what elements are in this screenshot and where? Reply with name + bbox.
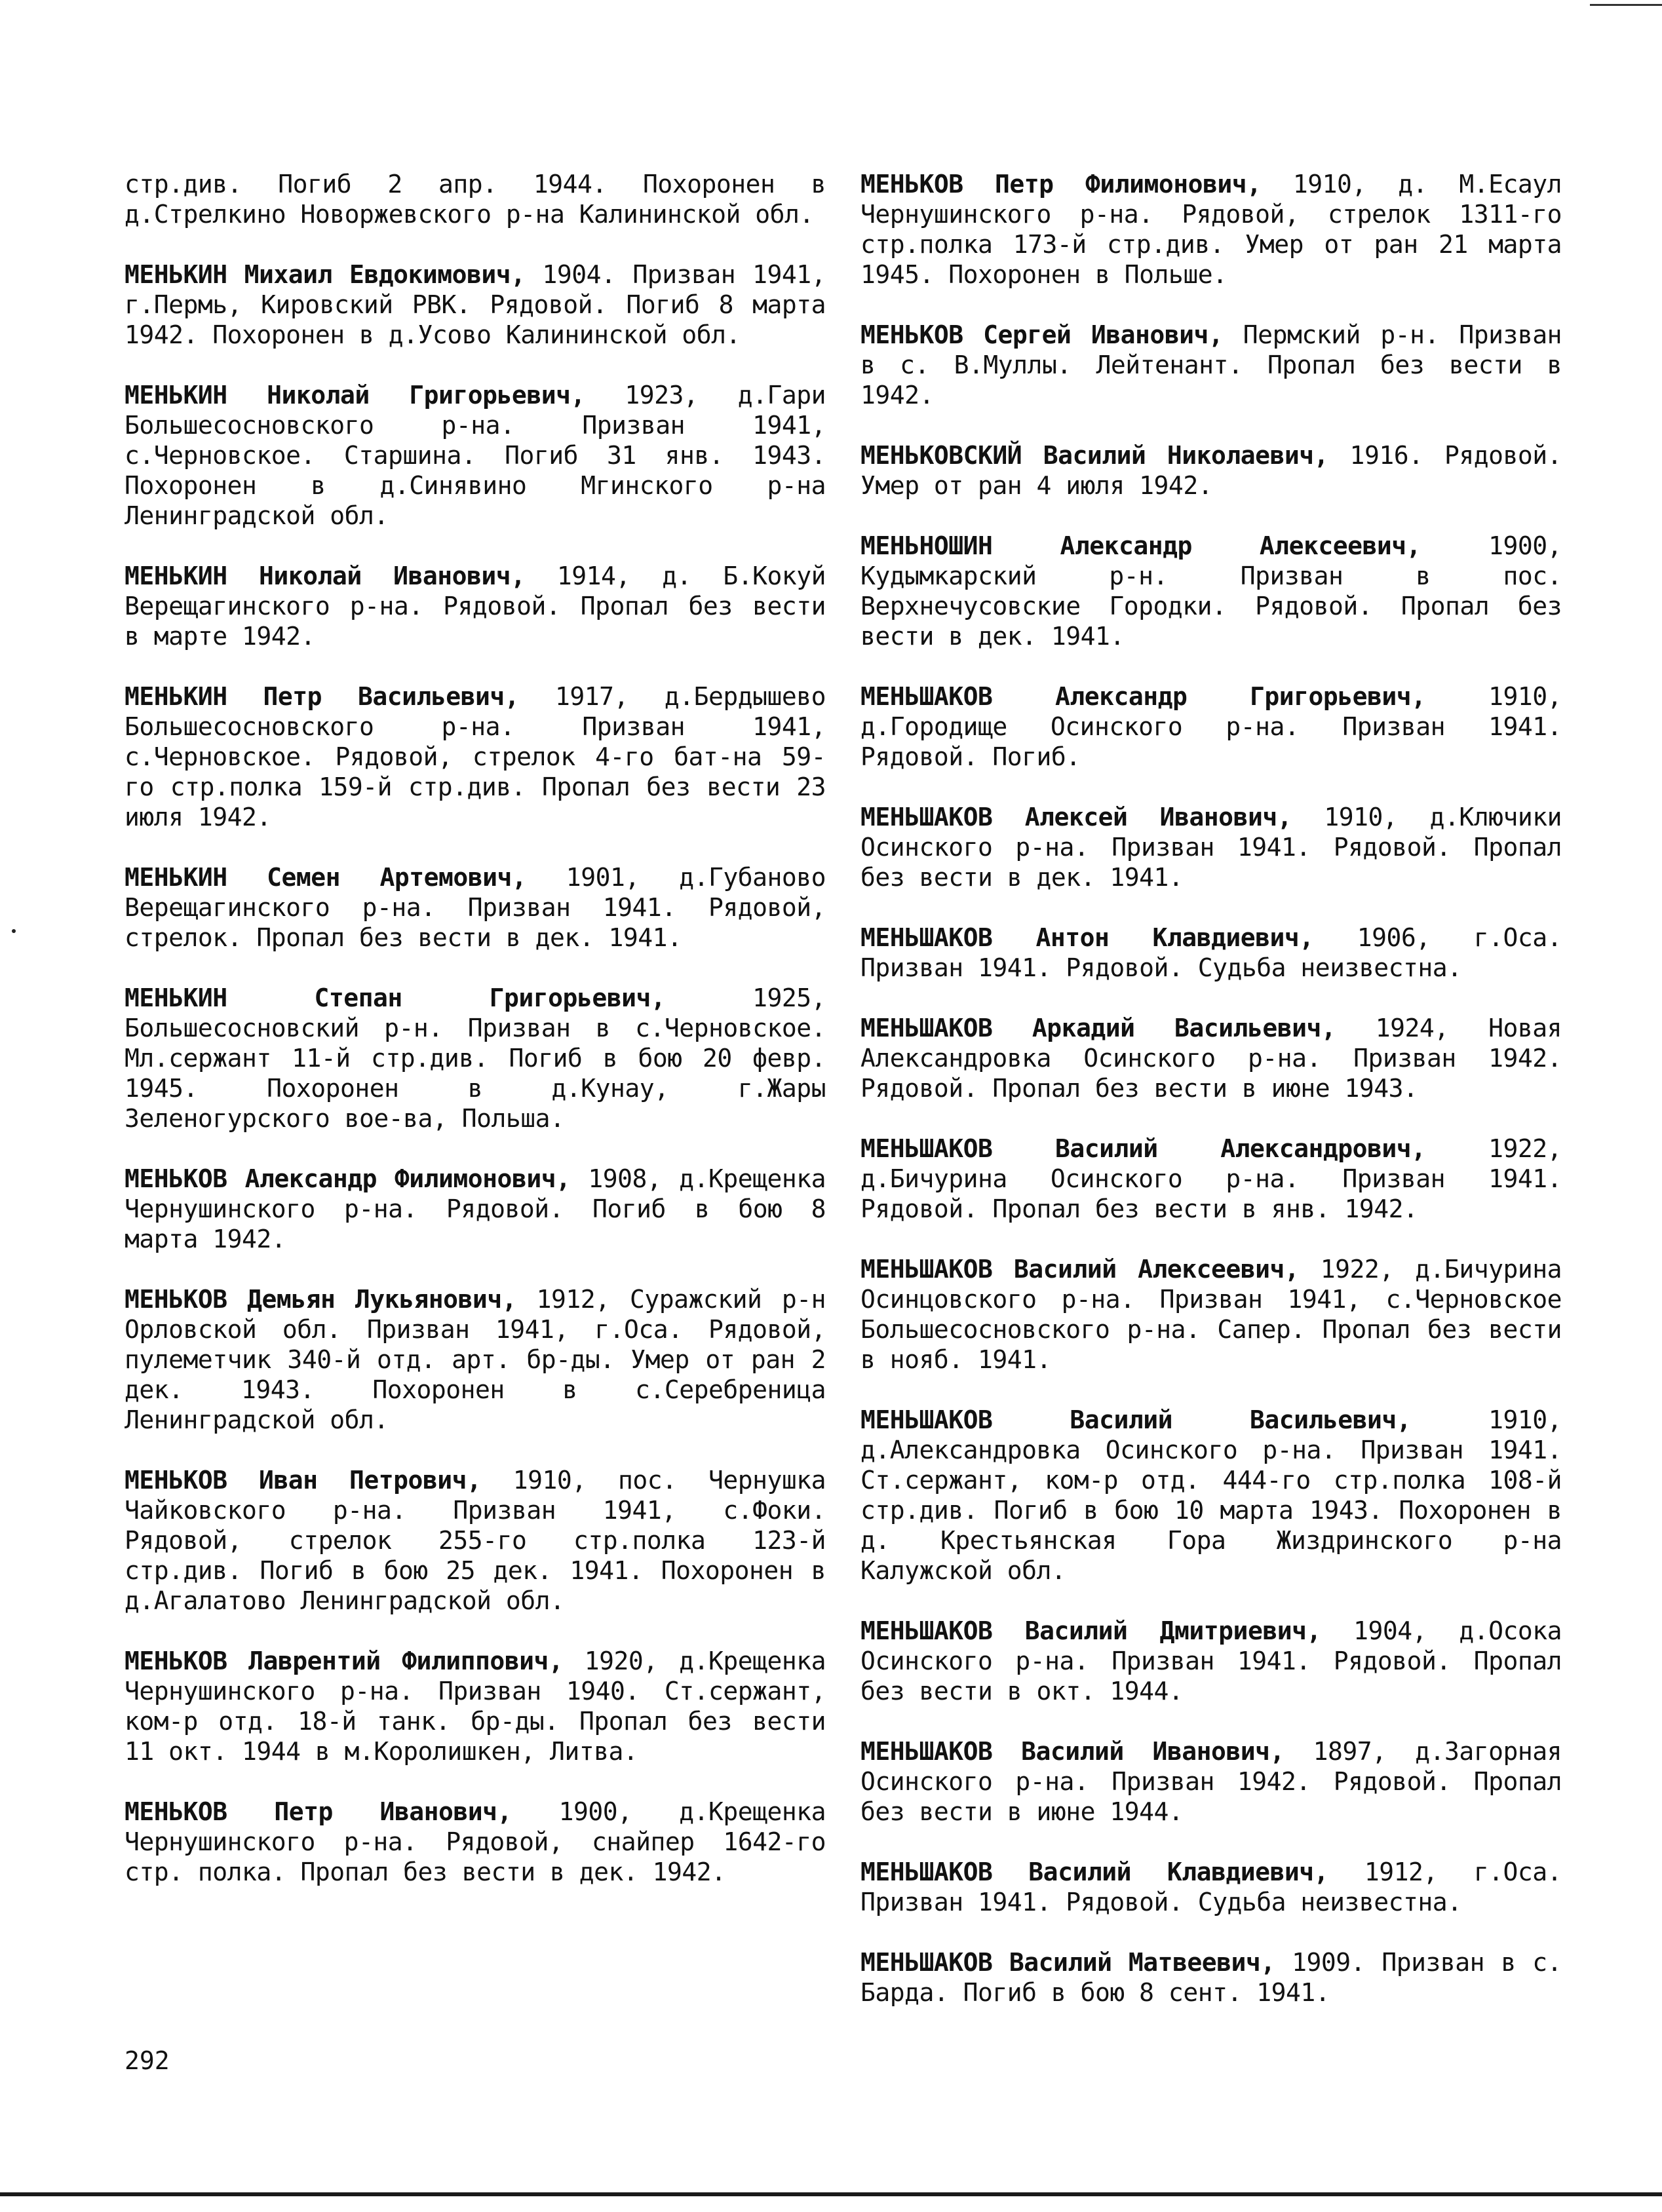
entry-4: [125, 681, 826, 832]
page-number: 292: [125, 2046, 170, 2075]
entry-name: МЕНЬШАКОВ Антон Клавдиевич,: [860, 923, 1314, 952]
entry-name: МЕНЬШАКОВ Василий Дмитриевич,: [860, 1616, 1321, 1645]
entry-text: 1904. Призван 1941, г.Пермь, Кировский РВК. Рядовой. Погиб 8 марта 1942. Похоронен в д.Усово Калининской обл.: [125, 260, 826, 349]
entry-3: [125, 561, 826, 651]
entry-11: [860, 1616, 1562, 1706]
entry-text: 1910, д.Ключики Осинского р-на. Призван 1941. Рядовой. Пропал без вести в дек. 1941.: [860, 803, 1562, 892]
entry-7: [125, 1164, 826, 1254]
entry-1: [125, 259, 826, 350]
entry-6: [125, 983, 826, 1134]
entry-text: 1920, д.Крещенка Чернушинского р-на. Призван 1940. Ст.сержант, ком-р отд. 18-й танк. бр-ды. Пропал без вести 11 окт. 1944 в м.Королишкен, Литва.: [125, 1647, 826, 1766]
entry-name: МЕНЬКОВСКИЙ Василий Николаевич,: [860, 441, 1329, 470]
entry-text: 1908, д.Крещенка Чернушинского р-на. Рядовой. Погиб в бою 8 марта 1942.: [125, 1164, 826, 1253]
margin-mark: [12, 929, 16, 933]
entry-0: [860, 169, 1562, 290]
entry-5: [860, 802, 1562, 892]
top-edge-rule: [1590, 4, 1662, 6]
entry-text: 1901, д.Губаново Верещагинского р-на. Призван 1941. Рядовой, стрелок. Пропал без вести в дек. 1941.: [125, 863, 826, 952]
entry-5: [125, 862, 826, 953]
entry-14: [860, 1947, 1562, 2008]
entry-name: МЕНЬКИН Степан Григорьевич,: [125, 983, 666, 1012]
entry-text: 1923, д.Гари Большесосновского р-на. Призван 1941, с.Черновское. Старшина. Погиб 31 янв. 1943. Похоронен в д.Синявино Мгинского р-на Ленинградской обл.: [125, 381, 826, 530]
entry-text: 1906, г.Оса. Призван 1941. Рядовой. Судьба неизвестна.: [860, 923, 1562, 982]
entry-text: 1904, д.Осока Осинского р-на. Призван 1941. Рядовой. Пропал без вести в окт. 1944.: [860, 1616, 1562, 1706]
entry-name: МЕНЬШАКОВ Василий Александрович,: [860, 1134, 1426, 1163]
entry-9: [125, 1465, 826, 1616]
entry-text: 1910, пос. Чернушка Чайковского р-на. Призван 1941, с.Фоки. Рядовой, стрелок 255-го стр.полка 123-й стр.див. Погиб в бою 25 дек. 1941. Похоронен в д.Агалатово Ленинградской обл.: [125, 1466, 826, 1615]
entry-text: 1910, д.Городище Осинского р-на. Призван 1941. Рядовой. Погиб.: [860, 682, 1562, 771]
left-column: [125, 169, 826, 1917]
entry-4: [860, 681, 1562, 772]
entry-name: МЕНЬШАКОВ Александр Григорьевич,: [860, 682, 1426, 711]
entry-2: [125, 380, 826, 531]
entry-name: МЕНЬШАКОВ Василий Матвеевич,: [860, 1948, 1275, 1977]
entry-text: 1914, д. Б.Кокуй Верещагинского р-на. Рядовой. Пропал без вести в марте 1942.: [125, 562, 826, 651]
entry-name: МЕНЬКИН Николай Иванович,: [125, 562, 526, 590]
entry-10: [860, 1405, 1562, 1586]
entry-name: МЕНЬКОВ Сергей Иванович,: [860, 320, 1224, 349]
entry-name: МЕНЬШАКОВ Аркадий Васильевич,: [860, 1014, 1336, 1042]
entry-name: МЕНЬШАКОВ Василий Алексеевич,: [860, 1255, 1300, 1284]
entry-name: МЕНЬКОВ Петр Иванович,: [125, 1797, 512, 1826]
entry-name: МЕНЬШАКОВ Алексей Иванович,: [860, 803, 1292, 831]
entry-name: МЕНЬКИН Петр Васильевич,: [125, 682, 520, 711]
entry-text: 1917, д.Бердышево Большесосновского р-на. Призван 1941, с.Черновское. Рядовой, стрелок 4-го бат-на 59-го стр.полка 159-й стр.див. Пропал без вести 23 июля 1942.: [125, 682, 826, 831]
entry-name: МЕНЬКОВ Демьян Лукьянович,: [125, 1285, 517, 1314]
entry-8: [125, 1284, 826, 1435]
entry-name: МЕНЬНОШИН Александр Алексеевич,: [860, 531, 1421, 560]
entry-text: 1925, Большесосновский р-н. Призван в с.Черновское. Мл.сержант 11-й стр.див. Погиб в бою 20 февр. 1945. Похоронен в д.Кунау, г.Жары Зеленогурского вое-ва, Польша.: [125, 983, 826, 1133]
entry-3: [860, 531, 1562, 651]
entry-name: МЕНЬШАКОВ Василий Иванович,: [860, 1737, 1285, 1766]
entry-text: 1910, д.Александровка Осинского р-на. Призван 1941. Ст.сержант, ком-р отд. 444-го стр.полка 108-й стр.див. Погиб в бою 10 марта 1943. Похоронен в д. Крестьянская Гора Жиздринского р-на Калужской обл.: [860, 1405, 1562, 1585]
entry-text: 1909. Призван в с. Барда. Погиб в бою 8 сент. 1941.: [860, 1948, 1562, 2007]
bottom-edge-rule: [0, 2192, 1662, 2196]
entry-text: 1922, д.Бичурина Осинцовского р-на. Призван 1941, с.Черновское Большесосновского р-на. Сапер. Пропал без вести в нояб. 1941.: [860, 1255, 1562, 1374]
entry-name: МЕНЬКОВ Иван Петрович,: [125, 1466, 482, 1495]
entry-text: 1916. Рядовой. Умер от ран 4 июля 1942.: [860, 441, 1562, 500]
entry-11: [125, 1797, 826, 1887]
entry-13: [860, 1857, 1562, 1917]
entry-name: МЕНЬКОВ Петр Филимонович,: [860, 170, 1262, 199]
entry-text: 1897, д.Загорная Осинского р-на. Призван 1942. Рядовой. Пропал без вести в июне 1944.: [860, 1737, 1562, 1826]
entry-6: [860, 923, 1562, 983]
entry-2: [860, 440, 1562, 501]
entry-text: 1900, Кудымкарский р-н. Призван в пос. Верхнечусовские Городки. Рядовой. Пропал без вести в дек. 1941.: [860, 531, 1562, 651]
entry-text: 1910, д. М.Есаул Чернушинского р-на. Рядовой, стрелок 1311-го стр.полка 173-й стр.див. Умер от ран 21 марта 1945. Похоронен в Польше.: [860, 170, 1562, 289]
entry-0: [125, 169, 826, 229]
entry-text: Пермский р-н. Призван в с. В.Муллы. Лейтенант. Пропал без вести в 1942.: [860, 320, 1562, 410]
entry-1: [860, 320, 1562, 410]
entry-9: [860, 1254, 1562, 1375]
entry-name: МЕНЬКОВ Александр Филимонович,: [125, 1164, 571, 1193]
entry-text: 1924, Новая Александровка Осинского р-на. Призван 1942. Рядовой. Пропал без вести в июне 1943.: [860, 1014, 1562, 1103]
entry-text: стр.див. Погиб 2 апр. 1944. Похоронен в д.Стрелкино Новоржевского р-на Калининской обл.: [125, 170, 826, 229]
entry-text: 1912, Суражский р-н Орловской обл. Призван 1941, г.Оса. Рядовой, пулеметчик 340-й отд. арт. бр-ды. Умер от ран 2 дек. 1943. Похоронен в с.Серебреница Ленинградской обл.: [125, 1285, 826, 1434]
entry-name: МЕНЬКИН Семен Артемович,: [125, 863, 527, 892]
entry-12: [860, 1736, 1562, 1827]
entry-8: [860, 1134, 1562, 1224]
entry-10: [125, 1646, 826, 1766]
right-column: [860, 169, 1562, 2038]
entry-name: МЕНЬШАКОВ Василий Васильевич,: [860, 1405, 1412, 1434]
entry-name: МЕНЬКИН Николай Григорьевич,: [125, 381, 585, 410]
entry-name: МЕНЬКИН Михаил Евдокимович,: [125, 260, 526, 289]
entry-text: 1912, г.Оса. Призван 1941. Рядовой. Судьба неизвестна.: [860, 1858, 1562, 1916]
entry-7: [860, 1013, 1562, 1103]
entry-text: 1900, д.Крещенка Чернушинского р-на. Рядовой, снайпер 1642-го стр. полка. Пропал без вести в дек. 1942.: [125, 1797, 826, 1886]
entry-name: МЕНЬКОВ Лаврентий Филиппович,: [125, 1647, 564, 1675]
entry-text: 1922, д.Бичурина Осинского р-на. Призван 1941. Рядовой. Пропал без вести в янв. 1942.: [860, 1134, 1562, 1223]
entry-name: МЕНЬШАКОВ Василий Клавдиевич,: [860, 1858, 1329, 1886]
